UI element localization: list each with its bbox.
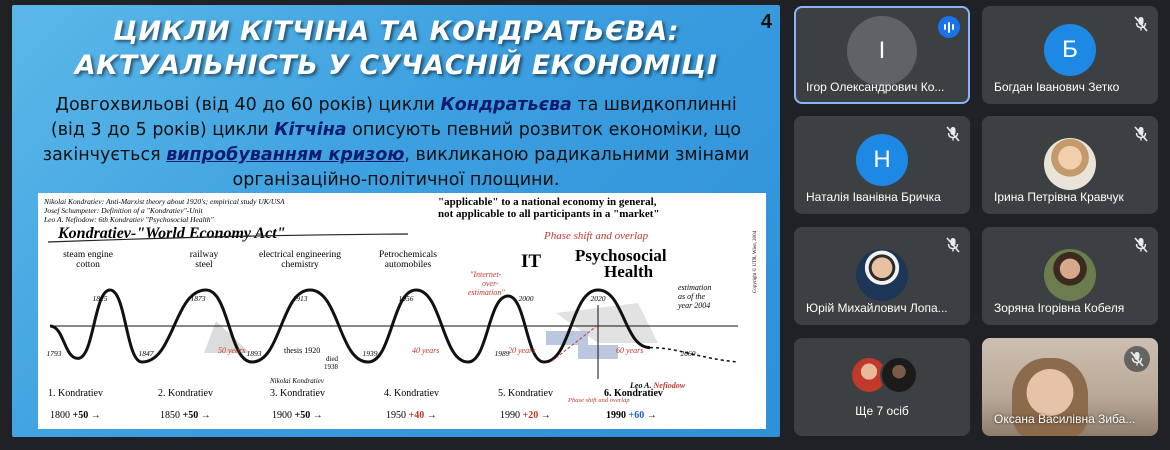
ref-kondratiev: Nikolai Kondratiev: Anti-Marxist theory about 1920's; empirical study UK/USA <box>44 197 285 206</box>
cycle-name-1: 1. Kondratiev <box>48 388 103 399</box>
phase-shift-small: Phase shift and overlap <box>568 397 630 404</box>
cycle-start-5: 1990 +20 → <box>500 410 551 421</box>
participant-name-1: Ігор Олександрович Ко... <box>806 80 945 94</box>
wave-peak-year-2: 1873 <box>190 294 206 303</box>
nefiodow-name: Nefiodow <box>653 381 686 390</box>
wave-trough-year-5: 1989 <box>494 349 510 358</box>
body-keyword-kondratiev: Кондратьєва <box>440 95 572 115</box>
mic-off-icon <box>1130 351 1144 367</box>
nefiodow-prefix: Leo A. <box>630 381 654 390</box>
participant-tile-3[interactable] <box>794 116 970 214</box>
body-keyword-kitchin: Кітчіна <box>274 120 347 140</box>
ref-schumpeter: Josef Schumpeter: Definition of a "Kondratiev"-Unit <box>44 206 203 215</box>
participant-name-5: Юрій Михайлович Лопа... <box>806 301 948 315</box>
cycle-name-5: 5. Kondratiev <box>498 388 553 399</box>
participant-photo-4 <box>1044 138 1096 190</box>
health-label: Health <box>604 262 654 281</box>
presentation-slide <box>12 5 780 437</box>
wave-label-3-line1: electrical engineering <box>258 250 342 260</box>
participant-name-4: Ірина Петрівна Кравчук <box>994 190 1124 204</box>
wave-label-1-line1: steam engine <box>63 250 113 260</box>
wave-label-4-line1: Petrochemicals <box>378 250 438 260</box>
phase-shift-label: Phase shift and overlap <box>544 230 649 242</box>
more-participants-tile[interactable] <box>794 338 970 436</box>
mic-off-icon <box>1134 16 1148 32</box>
participant-photo-6 <box>1044 249 1096 301</box>
estimation-line3: year 2004 <box>678 301 711 310</box>
more-participants-label: Ще 7 осіб <box>855 404 909 418</box>
wave-trough-year-6: 2060 <box>680 349 696 358</box>
mic-off-icon <box>946 126 960 142</box>
cycle-name-2: 2. Kondratiev <box>158 388 213 399</box>
participant-name-2: Богдан Іванович Зетко <box>994 80 1120 94</box>
wave-trough-year-4: 1939 <box>362 349 378 358</box>
wave-trough-year-2: 1847 <box>138 349 154 358</box>
died-line1: died <box>326 355 339 363</box>
psychosocial-label: Psychosocial <box>575 246 667 265</box>
wave-label-4-line2: automobiles <box>384 260 432 270</box>
more-participant-photo-b <box>880 356 918 394</box>
body-text-1: Довгохвильові (від 40 до 60 років) цикли <box>55 95 441 115</box>
ref-nefiodow: Leo A. Nefiodow: 6th Kondratiev "Psychosocial Health" <box>44 215 214 224</box>
participant-name-8: Оксана Василівна Зиба... <box>994 412 1136 426</box>
cycle-start-2: 1850 +50 → <box>160 410 211 421</box>
kondratiev-cycle-row <box>48 388 663 421</box>
participant-name-6: Зоряна Ігорівна Кобеля <box>994 301 1125 315</box>
slide-page-number: 4 <box>760 11 772 33</box>
participant-tile-5[interactable] <box>794 227 970 325</box>
avatar-1: І <box>847 16 917 86</box>
slide-title-line1: ЦИКЛИ КІТЧІНА ТА КОНДРАТЬЄВА: <box>112 16 680 47</box>
cycle-start-6: 1990 +60 → <box>606 410 657 421</box>
body-text-4: , викликаною радикальними змінами організаційно-політичної площини. <box>232 145 750 190</box>
participant-tile-8[interactable] <box>982 338 1158 436</box>
participant-name-3: Наталія Іванівна Бричка <box>806 190 941 204</box>
wave-label-1-line2: cotton <box>76 260 100 270</box>
span-20: 20 years <box>508 346 536 355</box>
cycle-start-1: 1800 +50 → <box>50 410 101 421</box>
cycle-name-4: 4. Kondratiev <box>384 388 439 399</box>
body-text-3: описують певний розвиток економіки, що закінчується <box>42 120 742 165</box>
mic-off-icon <box>1134 126 1148 142</box>
participant-photo-5 <box>856 249 908 301</box>
estimation-line2: as of the <box>678 292 706 301</box>
wave-peak-year-5: 2000 <box>518 294 534 303</box>
wave-peak-year-1: 1825 <box>92 294 108 303</box>
wave-peak-year-4: 1956 <box>398 294 414 303</box>
span-40: 40 years <box>412 346 440 355</box>
body-keyword-crisis: випробуванням кризою <box>166 145 405 165</box>
world-economy-act-title: Kondratiev-"World Economy Act" <box>58 225 286 242</box>
wave-label-2-line1: railway <box>189 250 219 260</box>
avatar-2: Б <box>1044 24 1096 76</box>
participant-tile-2[interactable] <box>982 6 1158 104</box>
slide-body-text <box>36 93 756 193</box>
wave-peak-year-3: 1913 <box>292 294 308 303</box>
it-label: IT <box>521 251 542 272</box>
internet-line2: over- <box>482 279 499 288</box>
nikolai-label: Nikolai Kondratiev <box>270 377 324 385</box>
mic-off-icon <box>946 237 960 253</box>
copyright-note: Copyright © UTR, Wien, 2004 <box>753 230 758 293</box>
mic-off-icon <box>1134 237 1148 253</box>
died-line2: 1938 <box>324 363 338 371</box>
cycle-start-4: 1950 +40 → <box>386 410 437 421</box>
avatar-3: Н <box>856 134 908 186</box>
wave-trough-year-1: 1793 <box>46 349 62 358</box>
span-50: 50 years <box>218 346 246 355</box>
slide-title-line2: АКТУАЛЬНІСТЬ У СУЧАСНІЙ ЕКОНОМІЦІ <box>74 50 718 81</box>
cycle-start-3: 1900 +50 → <box>272 410 323 421</box>
internet-line1: "Internet- <box>470 270 502 279</box>
wave-label-2-line2: steel <box>195 260 213 270</box>
applicable-line2: not applicable to all participants in a "market" <box>438 208 660 220</box>
participant-tile-6[interactable] <box>982 227 1158 325</box>
body-text-2: та швидкоплинні (від 3 до 5 років) цикли <box>50 95 737 140</box>
applicable-line1: "applicable" to a national economy in general, <box>438 196 657 208</box>
participant-tile-4[interactable] <box>982 116 1158 214</box>
cycle-name-6: 6. Kondratiev <box>604 388 663 399</box>
cycle-name-3: 3. Kondratiev <box>270 388 325 399</box>
wave-peak-year-6: 2020 <box>590 294 606 303</box>
wave-trough-year-3: 1893 <box>246 349 262 358</box>
participant-tile-1[interactable] <box>794 6 970 104</box>
kondratiev-cycles-diagram <box>38 193 766 429</box>
span-60: 60 years <box>616 346 644 355</box>
wave-label-3-line2: chemistry <box>281 260 319 270</box>
estimation-line1: estimation <box>678 283 712 292</box>
speaking-indicator-icon <box>938 16 960 38</box>
thesis-label: thesis 1920 <box>284 346 321 355</box>
internet-line3: estimation" <box>468 288 505 297</box>
